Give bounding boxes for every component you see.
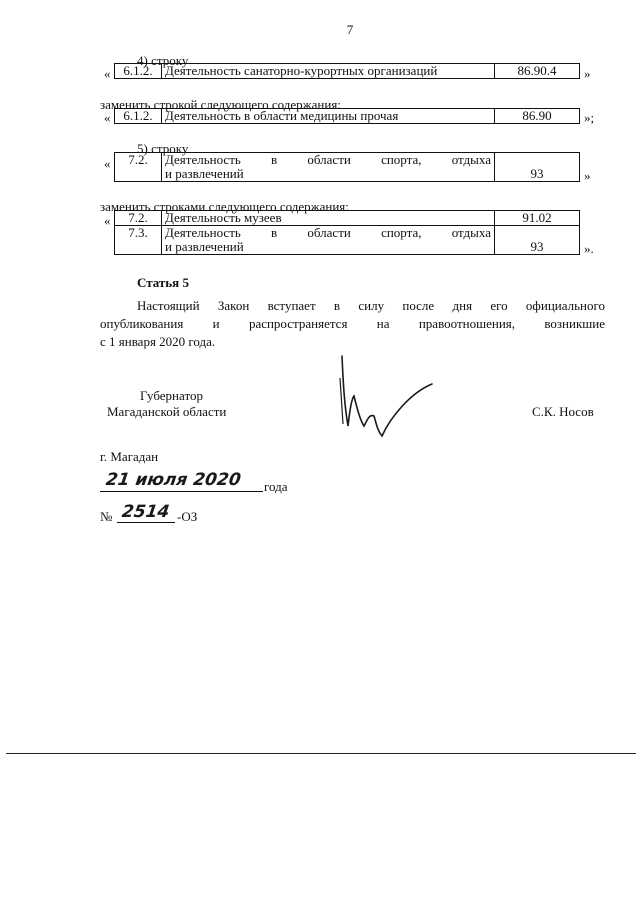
city: г. Магадан [100, 449, 159, 464]
open-quote: « [104, 110, 111, 125]
row-name-line2: и развлечений [165, 166, 244, 181]
close-quote: » [584, 168, 591, 183]
row-code: 6.1.2. [115, 64, 162, 79]
table-row [115, 153, 580, 182]
article-text-line2: опубликования и распространяется на правоотношения, возникшие [100, 316, 605, 331]
replace1-heading: заменить строкой следующего содержания: [100, 97, 341, 112]
signer-title-line1: Губернатор [140, 388, 203, 403]
row-name-line2: и развлечений [165, 239, 244, 254]
close-quote: ». [584, 241, 594, 256]
row-okved: 86.90 [495, 109, 580, 124]
signer-name: С.К. Носов [532, 404, 594, 419]
item4-table [114, 63, 580, 79]
row-name [162, 226, 495, 255]
row-name: Деятельность санаторно-курортных организаций [162, 64, 495, 79]
item5-heading: 5) строку [137, 141, 189, 156]
handwritten-signature [330, 348, 440, 443]
signer-title-line2: Магаданской области [107, 404, 227, 419]
number-suffix: -ОЗ [177, 509, 198, 524]
row-okved: 86.90.4 [495, 64, 580, 79]
close-quote: »; [584, 110, 595, 125]
replace2-heading: заменить строками следующего содержания: [100, 199, 349, 214]
number-underline [117, 522, 175, 523]
article-text-line3: с 1 января 2020 года. [100, 334, 216, 349]
item4-heading: 4) строку [137, 53, 189, 68]
row-name [162, 153, 495, 182]
row-code: 7.3. [115, 226, 162, 255]
page-number: 7 [346, 22, 354, 37]
row-okved: 93 [495, 226, 580, 255]
open-quote: « [104, 156, 111, 171]
replace1-table [114, 108, 580, 124]
row-name: Деятельность в области медицины прочая [162, 109, 495, 124]
open-quote: « [104, 66, 111, 81]
row-code: 7.2. [115, 211, 162, 226]
number-prefix: № [100, 509, 113, 524]
table-row [115, 64, 580, 79]
row-okved: 93 [495, 153, 580, 182]
article-title: Статья 5 [137, 275, 189, 290]
page-bottom-rule [6, 753, 636, 754]
row-name: Деятельность музеев [162, 211, 495, 226]
row-name-line1: Деятельность в области спорта, отдыха [165, 152, 491, 167]
article-text-line1: Настоящий Закон вступает в силу после дня его официального [137, 298, 605, 313]
table-row [115, 211, 580, 226]
date-underline [100, 491, 263, 492]
replace2-table [114, 210, 580, 255]
date-suffix: года [264, 479, 288, 494]
item5-table [114, 152, 580, 182]
table-row [115, 226, 580, 255]
table-row [115, 109, 580, 124]
open-quote: « [104, 213, 111, 228]
row-okved: 91.02 [495, 211, 580, 226]
close-quote: » [584, 66, 591, 81]
handwritten-number: 2514 [120, 502, 171, 522]
row-name-line1: Деятельность в области спорта, отдыха [165, 225, 491, 240]
row-code: 7.2. [115, 153, 162, 182]
handwritten-date: 21 июля 2020 [104, 470, 243, 490]
row-code: 6.1.2. [115, 109, 162, 124]
